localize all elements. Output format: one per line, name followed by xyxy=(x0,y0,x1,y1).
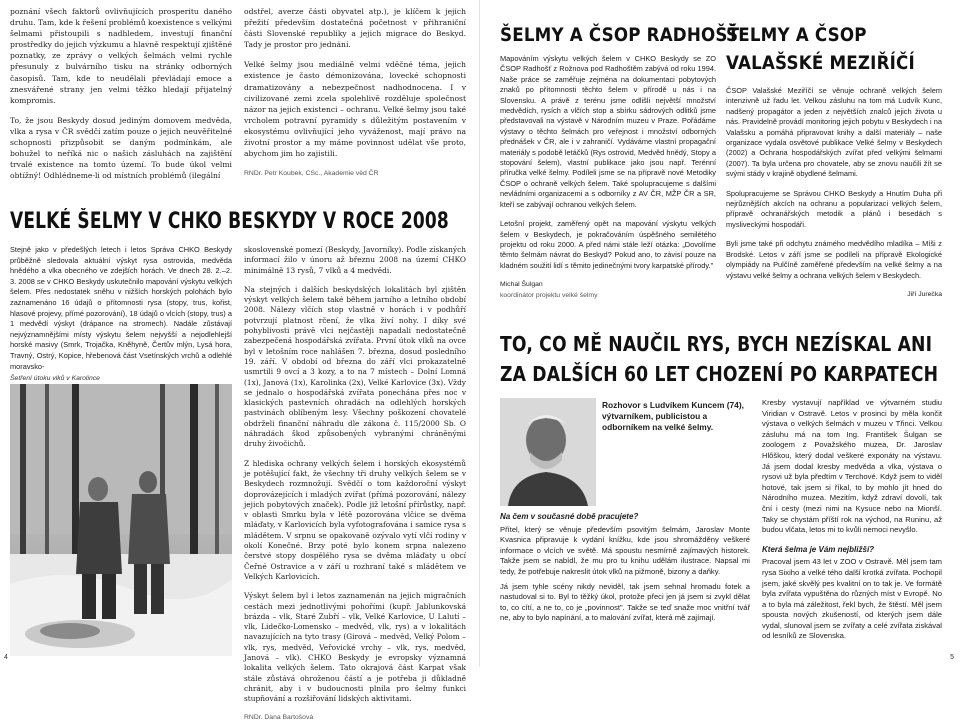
paragraph: odstřel, averze části obyvatel atp.), je klíčem k jejich přežití především dostatečná početnost v přihraniční části Slovenské republiky a jejich migrace do Beskyd. Tady je prostor pro jednání. xyxy=(244,7,466,50)
forest-scene-image xyxy=(10,384,232,656)
paragraph: To, že jsou Beskydy dosud jediným domovem medvěda, vlka a rysa v ČR svědčí zatím pouze o jejich neuvěřitelné schopnosti přizpůsobit se daným podmínkám, ale bohužel to neříká nic o našich zásluhách na zajištění trvalé existence na tomto území. To bude úkol velmi obtížný! Odhlédneme-li od místních problémů (ilegální xyxy=(10,115,232,181)
paragraph: skoslovenské pomezí (Beskydy, Javorníky). Podle získaných informací žilo v únoru až březnu 2008 na území CHKO minimálně 13 rysů, 7 vlků a 4 medvědi. xyxy=(244,245,466,275)
radhost-headline: ŠELMY A ČSOP RADHOŠŤ xyxy=(500,24,740,46)
interview-headline-line1: TO, CO MĚ NAUČIL RYS, BYCH NEZÍSKAL ANI xyxy=(500,332,933,356)
paragraph: Výskyt šelem byl i letos zaznamenán na jejich migračních cestách mezi jednotlivými pohořími (kupř. Jablunkovská brázda – vlk, Staré Zubří – vlk, Velké Karlovice, U Lalutí – vlk, Lidečko-Lomensko – medvěd, vlk, rys) a v lokalitách navazujících na tyto trasy (Girová – medvěd, Velký Polom – vlk, rys, medvěd, Veřovické vrchy – vlk, rys, medvěd, Janová – vlk). CHKO Beskydy je evropsky významná lokalita velkých šelem. Tato okrajová část Karpat však stále zůstává ohroženou částí a je potřeba ji důkladně chránit, aby i v budoucnosti plnila pro šelmy funkci stupňování a rozšiřování lidských aktivitami. xyxy=(244,591,466,704)
paragraph: Mapováním výskytu velkých šelem v CHKO Beskydy se ZO ČSOP Radhošť z Rožnova pod Radhoštěm zabývá od roku 1994. Naše práce se zaměřuje zejména na dokumentaci pobytových znaků po přítomnosti těchto šelem v přírodě u nás i na Slovensku. A právě z terénu jsme odlišli největší množství medvědích, rysích a vlčích stop a sbírku sádrových odlitků jsme představovali na výstavě v Národním muzeu v Praze. Pořádáme výstavy o těchto šelmách pro veřejnost i množství odborných přednášek v ČR, ale i v zahraničí. Vydáváme vlastní propagační materiály s podobě letáčků (Rys ostrovid, Medvěd hnědý, Stopy a stopování šelem), vlastní publikace jako jsou např. Terénní příručka velké šelmy. Podíleli jsme se na přípravě nové Metodiky ČSOP o ochraně velkých šelem. Také spolupracujeme s dalšími nevládními organizacemi a s odborníky z AV ČR, MŽP ČR a SR, kteří se zabývají ochranou velkých šelem. xyxy=(500,54,716,209)
paragraph: Letošní projekt, zaměřený opět na mapování výskytu velkých šelem v Beskydech, je pokračováním úspěšného semilétého projektu od roku 2000. A před námi stále leží otázka: „Dovolíme těmto šelmám návrat do Beskyd? Pokud ano, to závisí pouze na kladném soužití lidí s těmito jedinečnými tvory karpatské přírody." xyxy=(500,219,716,270)
page-number: 4 xyxy=(4,654,8,661)
author-signature: RNDr. Dana Bartošová xyxy=(244,714,314,722)
interview-question: Na čem v současné době pracujete? xyxy=(500,512,639,521)
left-col2-bottom xyxy=(244,245,466,722)
left-col2-top xyxy=(244,6,466,198)
portrait-photo xyxy=(500,398,596,506)
valmez-column xyxy=(726,86,942,316)
page-number: 5 xyxy=(950,654,954,661)
paragraph: poznání všech faktorů ovlivňujících prosperitu daného druhu. Tam, kde k řešení problémů koexistence s velkými šelmami přistoupili s nadhledem, investují finanční prostředky do jejich výzkumu a hlavně respektují zjištěné poznatky, ze zprávy o velkých šelmách velmi rychle přesunuly z bulvárního tisku na stránky odborných časopisů. Tam, kde to neudělali převládají emoce a znesvářené strany jen velmi těžko hledají přijatelný kompromis. xyxy=(10,7,232,105)
left-col1-top xyxy=(10,6,232,198)
paragraph: Já jsem tyhle scény nikdy neviděl, tak jsem sehnal hromadu fotek a nastudoval si to. Byl to těžký úkol, protože přeci jen já jsem si zvykl dělat to, co cítí, a ne to, co je „povinnost". Takže se teď snaže moc vnitřní tvář ne, aby to bylo napínání, a to malování zvířat, která mě zajímají. xyxy=(500,581,750,623)
paragraph: Na stejných i dalších beskydských lokalitách byl zjištěn výskyt velkých šelem také během jarního a letního období 2008. Nálezy vlčích stop vlastně v horách i v podhůří potvrzují platnost rčení, že vlka živí nohy. I díky své pohyblivosti právě vlci nejčastěji napadali nedostatečně zabezpečená hospodářská zvířata. První útok vlků na ovce byl v letošním roce nahlášen 7. března, dosud posledního 19. září. V období od března do září vlci prokazatelně usmrtili 9 ovcí a 3 kozy, a to na 7 místech – Dolní Lomná (1x), Janová (1x), Karolinka (2x), Velké Karlovice (3x). Vždy se jednalo o hospodářská zvířata ponechána přes noc v klasických pastevních ohradách na odlehlých horských pastvinách oblíbeným lesy. Všechny poškození chovatelé obdrželi finanční náhradu dle zákona č. 115/2000 Sb. O náhradách škod způsobených vybranými chráněnými druhy živočichů. xyxy=(244,284,466,449)
interview-column-right xyxy=(762,398,942,656)
article-headline: VELKÉ ŠELMY V CHKO BESKYDY V ROCE 2008 xyxy=(10,209,449,234)
interview-headline-line2: ZA DALŠÍCH 60 LET CHOZENÍ PO KARPATECH xyxy=(500,362,939,386)
photo-caption: Šetření útoku vlků v Karolince xyxy=(10,375,100,382)
forest-photo xyxy=(10,384,232,656)
interview-intro: Rozhovor s Ludvíkem Kuncem (74), výtvarníkem, publicistou a odborníkem na velké šelmy. xyxy=(602,400,744,433)
lead-paragraph xyxy=(10,245,232,371)
paragraph: Velké šelmy jsou mediálně velmi vděčné téma, jejich existence je často démonizována, lovecké schopnosti dramatizovány a nebezpečnost nadhodnocena. I v civilizované zemi zcela spolehlivě rozděluje společnost názor na jejich existenci – ochranu. Velké šelmy jsou také vrcholem potravní pyramidy s důležitým postavením v ekosystému ovlivňující jeho vyváženost, mají právo na životní prostor a my máme povinnost udělat vše proto, abychom jim ho zajistili. xyxy=(244,60,466,159)
paragraph: Byli jsme také při odchytu známého medvědího mladíka – Míši z Brodské. Letos v září jsme se podíleli na přípravě Ekologické olympiády na Pulčíně zaměřené především na velké šelmy a na výstavu velké šelmy a ochrana velkých šelem v Beskydech. xyxy=(726,239,942,280)
portrait-image xyxy=(500,398,596,506)
paragraph: Přítel, který se věnuje především psovitým šelmám, Jaroslav Monte Kvasnica připravuje k vydání knížku, kde jsou shromážděny veškeré informace o vlcích ve světě. Má spoustu nesmírně zajímavých historek. Takže jsem se nabídl, že mu pro tu knihu udělám ilustrace. Napsal mi tedy, že potřebuje nakreslit útok vlků na pižmoně, bizony a daňky. xyxy=(500,524,750,576)
author-signature: Michal Šulgan xyxy=(500,281,543,289)
interview-column-left xyxy=(500,512,750,658)
paragraph: Z hlediska ochrany velkých šelem i horských ekosystémů je potěšující fakt, že všechny tři druhy velkých šelem se v Beskydech rozmnožují. Svědčí o tom každoroční výskyt doprovázejících i mladých zvířat (přímá pozorování, nálezy jejich pobytových značek). Podle již letošní přírůstky, např. v oblasti Smrku byla v létě pozorována vlčice se dvěma mláďaty, v Karlovicích byla vyfotografována i samice rysa s mládětem. V srpnu se opakovaně ozývalo vytí vlčí rodiny v okolí Konečné. Brzy poté bylo konem srpna nalezeno čerstvé stopy dospělého rysa se dvěma mláďaty u obcí Čeřné Ostravice a v září u rozhraní také s mládětem ve Velkých Karlovicích. xyxy=(244,458,466,581)
paragraph: ČSOP Valašské Meziříčí se věnuje ochraně velkých šelem intenzivně už řadu let. Velkou zásluhu na tom má Ludvík Kunc, nadšený propagátor a jeden z největších znalců jejich života u nás. Pravidelně provádí monitoring jejich pobytu v Beskydech i na Valašsku a pomáhá připravovat knihy a další materiály – naše organizace vydala osvětové publikace Velké šelmy v Beskydech (2002) a Ochrana hospodářských zvířat před velkými šelmami (2007). Ta byla určena pro chovatele, aby se znovu naučili žít se svými stády v krajině obydlené šelmami. xyxy=(726,86,942,179)
paragraph: Spolupracujeme se Správou CHKO Beskydy a Hnutím Duha při nejrůznějších akcích na ochranu a popularizaci velkých šelem, přípravě ochranářských metodik a plánů i besedách s mysliveckými hospodáři. xyxy=(726,188,942,229)
author-role: koordinátor projektu velké šelmy xyxy=(500,291,598,299)
valmez-headline-line2: VALAŠSKÉ MEZIŘÍČÍ xyxy=(726,52,915,74)
paragraph: Kresby vystavují například ve výtvarném studiu Viridian v Ostravě. Letos v prosinci by měla končit výstava o velkých šelmách v muzeu v Třinci. Velkou zásluhu má na tom Ing. František Šulgan se zoologem z Považského muzea, Dr. Jaroslav Hlôškou, který dodal veškeré exponáty na výstavu. Já jsem dodal kresby medvěda a vlka, výstava o rysovi už byla předtím v Terchové. Když jsem to viděl hotové, tak jsem si říkal, to by mohlo jít hned do Národního muzea. Mezitím, když zdraví dovolí, tak ční i cesty (mezi nimi na Kysuce nebo na Mionší. Taky se chystám příští rok na východ, na Runinu, až budou vlčata, letos mi to kvůli nemoci nevyšlo. xyxy=(762,398,942,535)
valmez-headline-line1: ŠELMY A ČSOP xyxy=(726,24,867,46)
right-page xyxy=(480,0,960,667)
interview-question: Která šelma je Vám nejbližší? xyxy=(762,544,875,554)
author-signature: RNDr. Petr Koubek, CSc., Akademie věd ČR xyxy=(244,170,379,178)
lead-text: Stejně jako v předešlých letech i letos Správa CHKO Beskydy průběžně sledovala aktuální výskyt rysa ostrovida, medvěda hnědého a vlka obecného ve zdejších horách. Ve dnech 28. 2.–2. 3. 2008 se v CHKO Beskydy uskutečnilo mapování výskytu velkých šelem. Přes nedostatek sněhu v nižších horských polohách bylo zaznamenáno 16 údajů o přítomnosti rysa (stopy, trus, kořist, hlasové projevy, přímé pozorování), 18 údajů o vlcích (stopy, trus) a 1 medvědí výskyt (drápance na stromech). Nadále zůstávají nejvýznamnějšími místy výskytu šelem nejvyšší a nejodlehlejší horské masivy (Smrk, Trojačka, Kněhyně, Čertův mlýn, Lysá hora, Travný, Ostrý, Kopice, hřebenová část Vsetínských vrchů a odlehlé moravsko- xyxy=(10,245,232,371)
author-signature: Jiří Jurečka xyxy=(907,290,942,298)
paragraph: Pracoval jsem 43 let v ZOO v Ostravě. Měl jsem tam rysa Sixiho a velké tého další krotká zvířata. Pochopil jsem, jaké skvělý pes kvalitní on to tak je. Ve formátě byla zvířata vypuštěna do různých míst v Evropě. No a to byla má záležitost, řekl bych, že štěstí. Měl jsem spousta nových zkušeností, od kterých jsem dále vydal, slunoval jsem se zvířaty a celé zvířata ziskával od lesníků ze Slovenska. xyxy=(762,557,942,641)
radhost-column xyxy=(500,54,716,316)
left-page xyxy=(0,0,480,722)
